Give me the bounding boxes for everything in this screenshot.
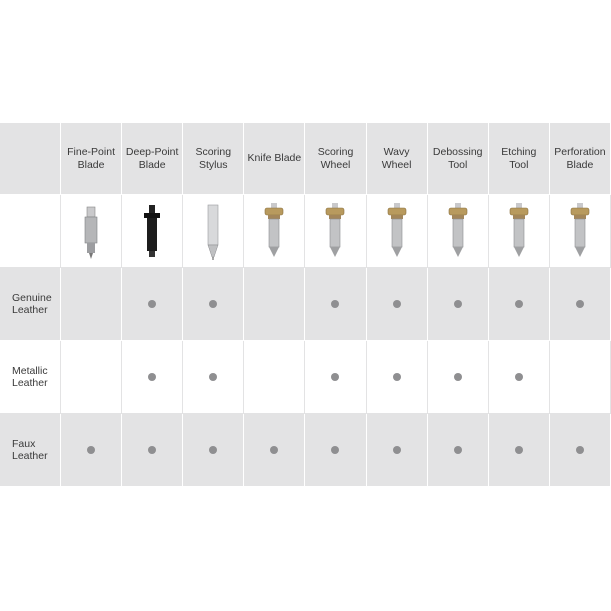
compatibility-cell <box>122 268 183 341</box>
compatibility-cell <box>489 268 550 341</box>
compatibility-cell <box>61 341 122 414</box>
compatibility-cell <box>61 268 122 341</box>
material-label: Genuine Leather <box>0 268 61 341</box>
tool-header: Wavy Wheel <box>367 123 428 195</box>
etching-tool-icon <box>489 195 550 268</box>
compatibility-cell <box>244 414 305 487</box>
compatibility-cell <box>244 341 305 414</box>
compatible-dot-icon <box>209 446 217 454</box>
scoring-wheel-icon <box>305 195 366 268</box>
empty-cell <box>0 195 61 268</box>
compatibility-cell <box>428 341 489 414</box>
tool-header: Deep-Point Blade <box>122 123 183 195</box>
compatibility-table <box>0 123 611 487</box>
compatibility-cell <box>183 268 244 341</box>
corner-cell <box>0 123 61 195</box>
material-label: Faux Leather <box>0 414 61 487</box>
knife-blade-icon <box>244 195 305 268</box>
compatible-dot-icon <box>576 300 584 308</box>
compatibility-cell <box>550 414 611 487</box>
compatible-dot-icon <box>393 446 401 454</box>
compatible-dot-icon <box>87 446 95 454</box>
compatible-dot-icon <box>148 373 156 381</box>
debossing-tool-icon <box>428 195 489 268</box>
compatibility-cell <box>305 414 366 487</box>
compatible-dot-icon <box>576 446 584 454</box>
compatible-dot-icon <box>515 373 523 381</box>
compatible-dot-icon <box>331 373 339 381</box>
compatible-dot-icon <box>454 300 462 308</box>
compatibility-cell <box>367 268 428 341</box>
deep-point-blade-icon <box>122 195 183 268</box>
fine-point-blade-icon <box>61 195 122 268</box>
compatibility-cell <box>550 268 611 341</box>
compatibility-cell <box>428 414 489 487</box>
material-label: Metallic Leather <box>0 341 61 414</box>
compatible-dot-icon <box>393 373 401 381</box>
tool-header: Fine-Point Blade <box>61 123 122 195</box>
wavy-wheel-icon <box>367 195 428 268</box>
compatible-dot-icon <box>331 300 339 308</box>
tool-header: Debossing Tool <box>428 123 489 195</box>
tool-header: Knife Blade <box>244 123 305 195</box>
compatibility-cell <box>489 341 550 414</box>
compatibility-cell <box>428 268 489 341</box>
compatible-dot-icon <box>209 373 217 381</box>
compatible-dot-icon <box>331 446 339 454</box>
tool-header: Etching Tool <box>489 123 550 195</box>
perforation-blade-icon <box>550 195 611 268</box>
tool-header: Perforation Blade <box>550 123 611 195</box>
compatibility-cell <box>122 341 183 414</box>
compatibility-cell <box>244 268 305 341</box>
compatibility-cell <box>367 414 428 487</box>
compatibility-cell <box>550 341 611 414</box>
compatible-dot-icon <box>454 446 462 454</box>
compatible-dot-icon <box>148 446 156 454</box>
compatibility-cell <box>183 341 244 414</box>
compatibility-cell <box>367 341 428 414</box>
compatible-dot-icon <box>270 446 278 454</box>
tool-header: Scoring Wheel <box>305 123 366 195</box>
compatible-dot-icon <box>209 300 217 308</box>
compatibility-cell <box>61 414 122 487</box>
compatible-dot-icon <box>515 446 523 454</box>
tool-header: Scoring Stylus <box>183 123 244 195</box>
compatible-dot-icon <box>454 373 462 381</box>
compatible-dot-icon <box>393 300 401 308</box>
compatible-dot-icon <box>515 300 523 308</box>
compatibility-cell <box>183 414 244 487</box>
compatibility-cell <box>305 341 366 414</box>
compatibility-cell <box>489 414 550 487</box>
compatible-dot-icon <box>148 300 156 308</box>
compatibility-cell <box>305 268 366 341</box>
scoring-stylus-icon <box>183 195 244 268</box>
compatibility-cell <box>122 414 183 487</box>
